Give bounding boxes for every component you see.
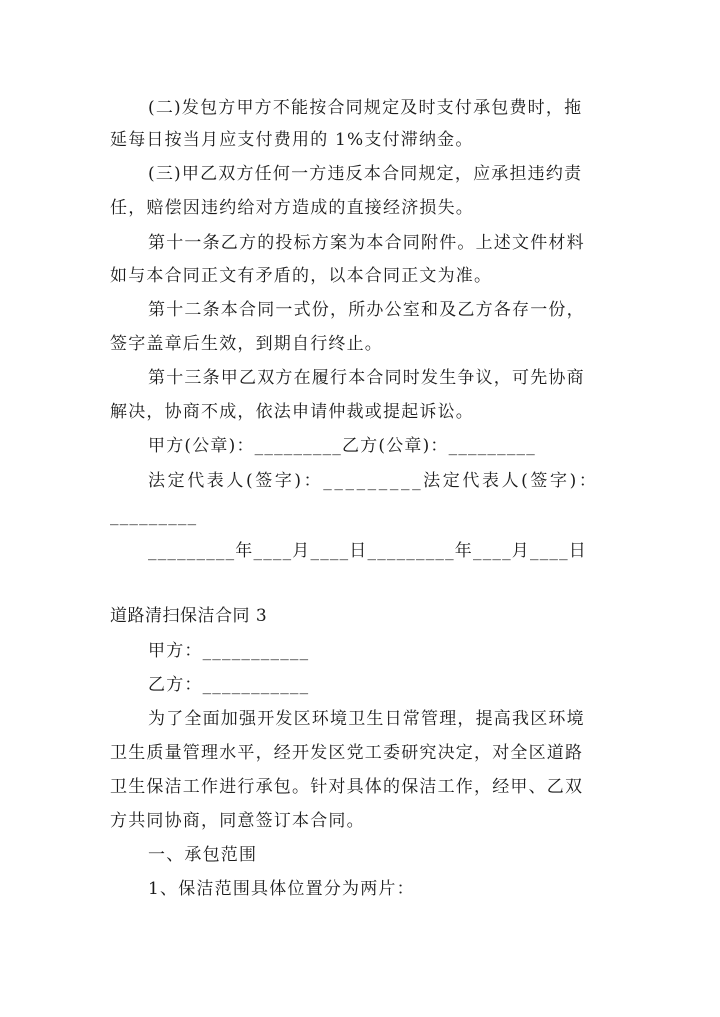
party-b-line: 乙方：___________ — [148, 675, 310, 695]
text-line-4: 任，赔偿因违约给对方造成的直接经济损失。 — [110, 198, 474, 218]
text-line-2: 延每日按当月应支付费用的 1%支付滞纳金。 — [110, 130, 474, 150]
section-heading-scope: 一、承包范围 — [148, 845, 258, 865]
text-line-10: 解决，协商不成，依法申请仲裁或提起诉讼。 — [110, 402, 474, 422]
party-a-line: 甲方：___________ — [148, 641, 310, 661]
contract-title: 道路清扫保洁合同 3 — [110, 606, 268, 626]
text-line-7: 第十二条本合同一式份，所办公室和及乙方各存一份， — [148, 300, 585, 320]
text-line-8: 签字盖章后生效，到期自行终止。 — [110, 334, 383, 354]
date-line: _________年____月____日_________年____月____日 — [148, 541, 587, 561]
signature-line-parties: 甲方(公章)：_________乙方(公章)：_________ — [148, 436, 536, 456]
text-line-3: (三)甲乙双方任何一方违反本合同规定，应承担违约责 — [148, 164, 583, 184]
signature-line-representatives: 法定代表人(签字)：_________法定代表人(签字)： — [148, 471, 599, 491]
text-line-20: 卫生保洁工作进行承包。针对具体的保洁工作，经甲、乙双 — [110, 777, 584, 797]
text-line-18: 为了全面加强开发区环境卫生日常管理，提高我区环境 — [148, 709, 585, 729]
text-line-1: (二)发包方甲方不能按合同规定及时支付承包费时，拖 — [148, 98, 583, 118]
text-line-9: 第十三条甲乙双方在履行本合同时发生争议，可先协商 — [148, 368, 585, 388]
text-line-21: 方共同协商，同意签订本合同。 — [110, 811, 365, 831]
text-line-5: 第十一条乙方的投标方案为本合同附件。上述文件材料 — [148, 233, 585, 253]
text-line-23: 1、保洁范围具体位置分为两片： — [148, 879, 415, 899]
signature-line-blank: _________ — [110, 506, 198, 526]
text-line-19: 卫生质量管理水平，经开发区党工委研究决定，对全区道路 — [110, 743, 584, 763]
text-line-6: 如与本合同正文有矛盾的，以本合同正文为准。 — [110, 266, 493, 286]
